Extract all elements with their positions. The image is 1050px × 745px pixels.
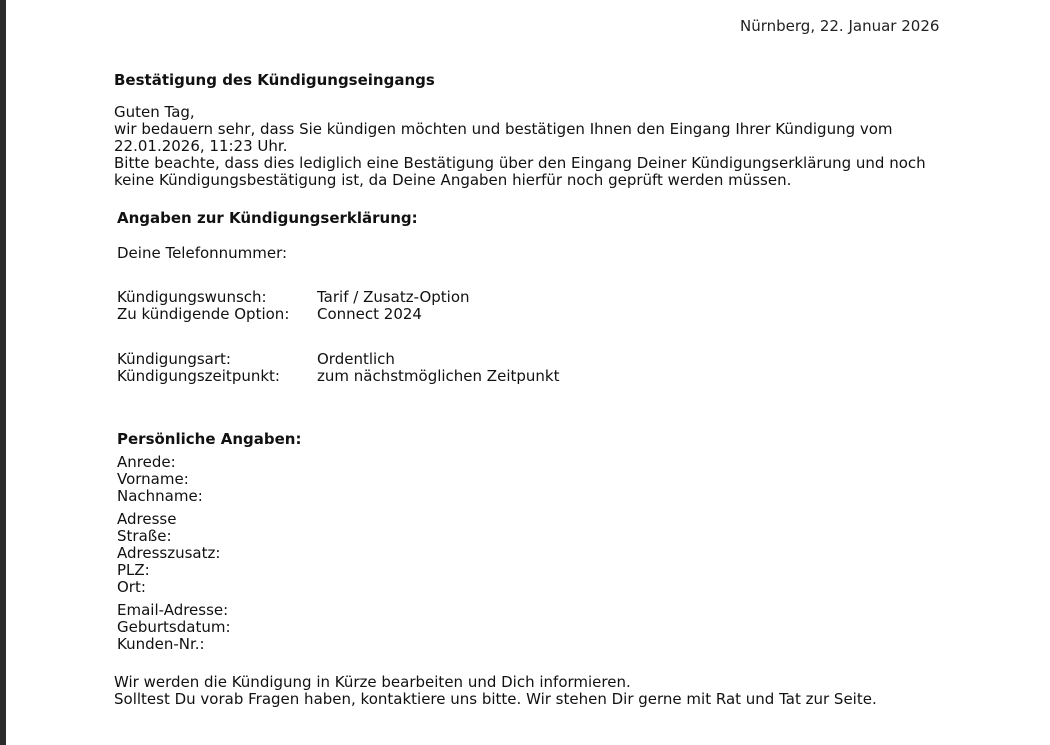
time-value: zum nächstmöglichen Zeitpunkt bbox=[317, 367, 560, 385]
document-page bbox=[6, 0, 1050, 745]
firstname-label: Vorname: bbox=[117, 470, 189, 488]
closing-text bbox=[114, 674, 877, 708]
option-label: Zu kündigende Option: bbox=[117, 305, 290, 323]
body-line: Bitte beachte, dass dies lediglich eine Bestätigung über den Eingang Deiner Kündigungserklärung und noch bbox=[114, 154, 926, 172]
address-extra-label: Adresszusatz: bbox=[117, 544, 221, 562]
place-date: Nürnberg, 22. Januar 2026 bbox=[740, 17, 940, 35]
type-value: Ordentlich bbox=[317, 350, 395, 368]
declaration-labels-2 bbox=[117, 351, 280, 385]
personal-name-block bbox=[117, 454, 203, 505]
greeting: Guten Tag, bbox=[114, 103, 195, 121]
body-line: wir bedauern sehr, dass Sie kündigen möchten und bestätigen Ihnen den Eingang Ihrer Kündigung vom bbox=[114, 120, 893, 138]
personal-address-block bbox=[117, 511, 220, 596]
email-label: Email-Adresse: bbox=[117, 601, 229, 619]
street-label: Straße: bbox=[117, 527, 172, 545]
letter-body bbox=[114, 104, 926, 189]
body-line: keine Kündigungsbestätigung ist, da Deine Angaben hierfür noch geprüft werden müssen. bbox=[114, 171, 792, 189]
phone-label: Deine Telefonnummer: bbox=[117, 244, 288, 262]
wish-value: Tarif / Zusatz-Option bbox=[317, 288, 470, 306]
time-label: Kündigungszeitpunkt: bbox=[117, 367, 280, 385]
letter-title: Bestätigung des Kündigungseingangs bbox=[114, 71, 435, 89]
closing-line: Wir werden die Kündigung in Kürze bearbeiten und Dich informieren. bbox=[114, 673, 631, 691]
customer-number-label: Kunden-Nr.: bbox=[117, 635, 205, 653]
closing-line: Solltest Du vorab Fragen haben, kontaktiere uns bitte. Wir stehen Dir gerne mit Rat und Tat zur Seite. bbox=[114, 690, 877, 708]
declaration-labels-1 bbox=[117, 289, 289, 323]
personal-contact-block bbox=[117, 602, 231, 653]
city-label: Ort: bbox=[117, 578, 146, 596]
body-line: 22.01.2026, 11:23 Uhr. bbox=[114, 137, 288, 155]
zip-label: PLZ: bbox=[117, 561, 150, 579]
declaration-heading: Angaben zur Kündigungserklärung: bbox=[117, 209, 418, 227]
lastname-label: Nachname: bbox=[117, 487, 203, 505]
type-label: Kündigungsart: bbox=[117, 350, 231, 368]
address-label: Adresse bbox=[117, 510, 177, 528]
personal-heading: Persönliche Angaben: bbox=[117, 430, 302, 448]
wish-label: Kündigungswunsch: bbox=[117, 288, 267, 306]
option-value: Connect 2024 bbox=[317, 305, 422, 323]
salutation-label: Anrede: bbox=[117, 453, 176, 471]
birthdate-label: Geburtsdatum: bbox=[117, 618, 231, 636]
